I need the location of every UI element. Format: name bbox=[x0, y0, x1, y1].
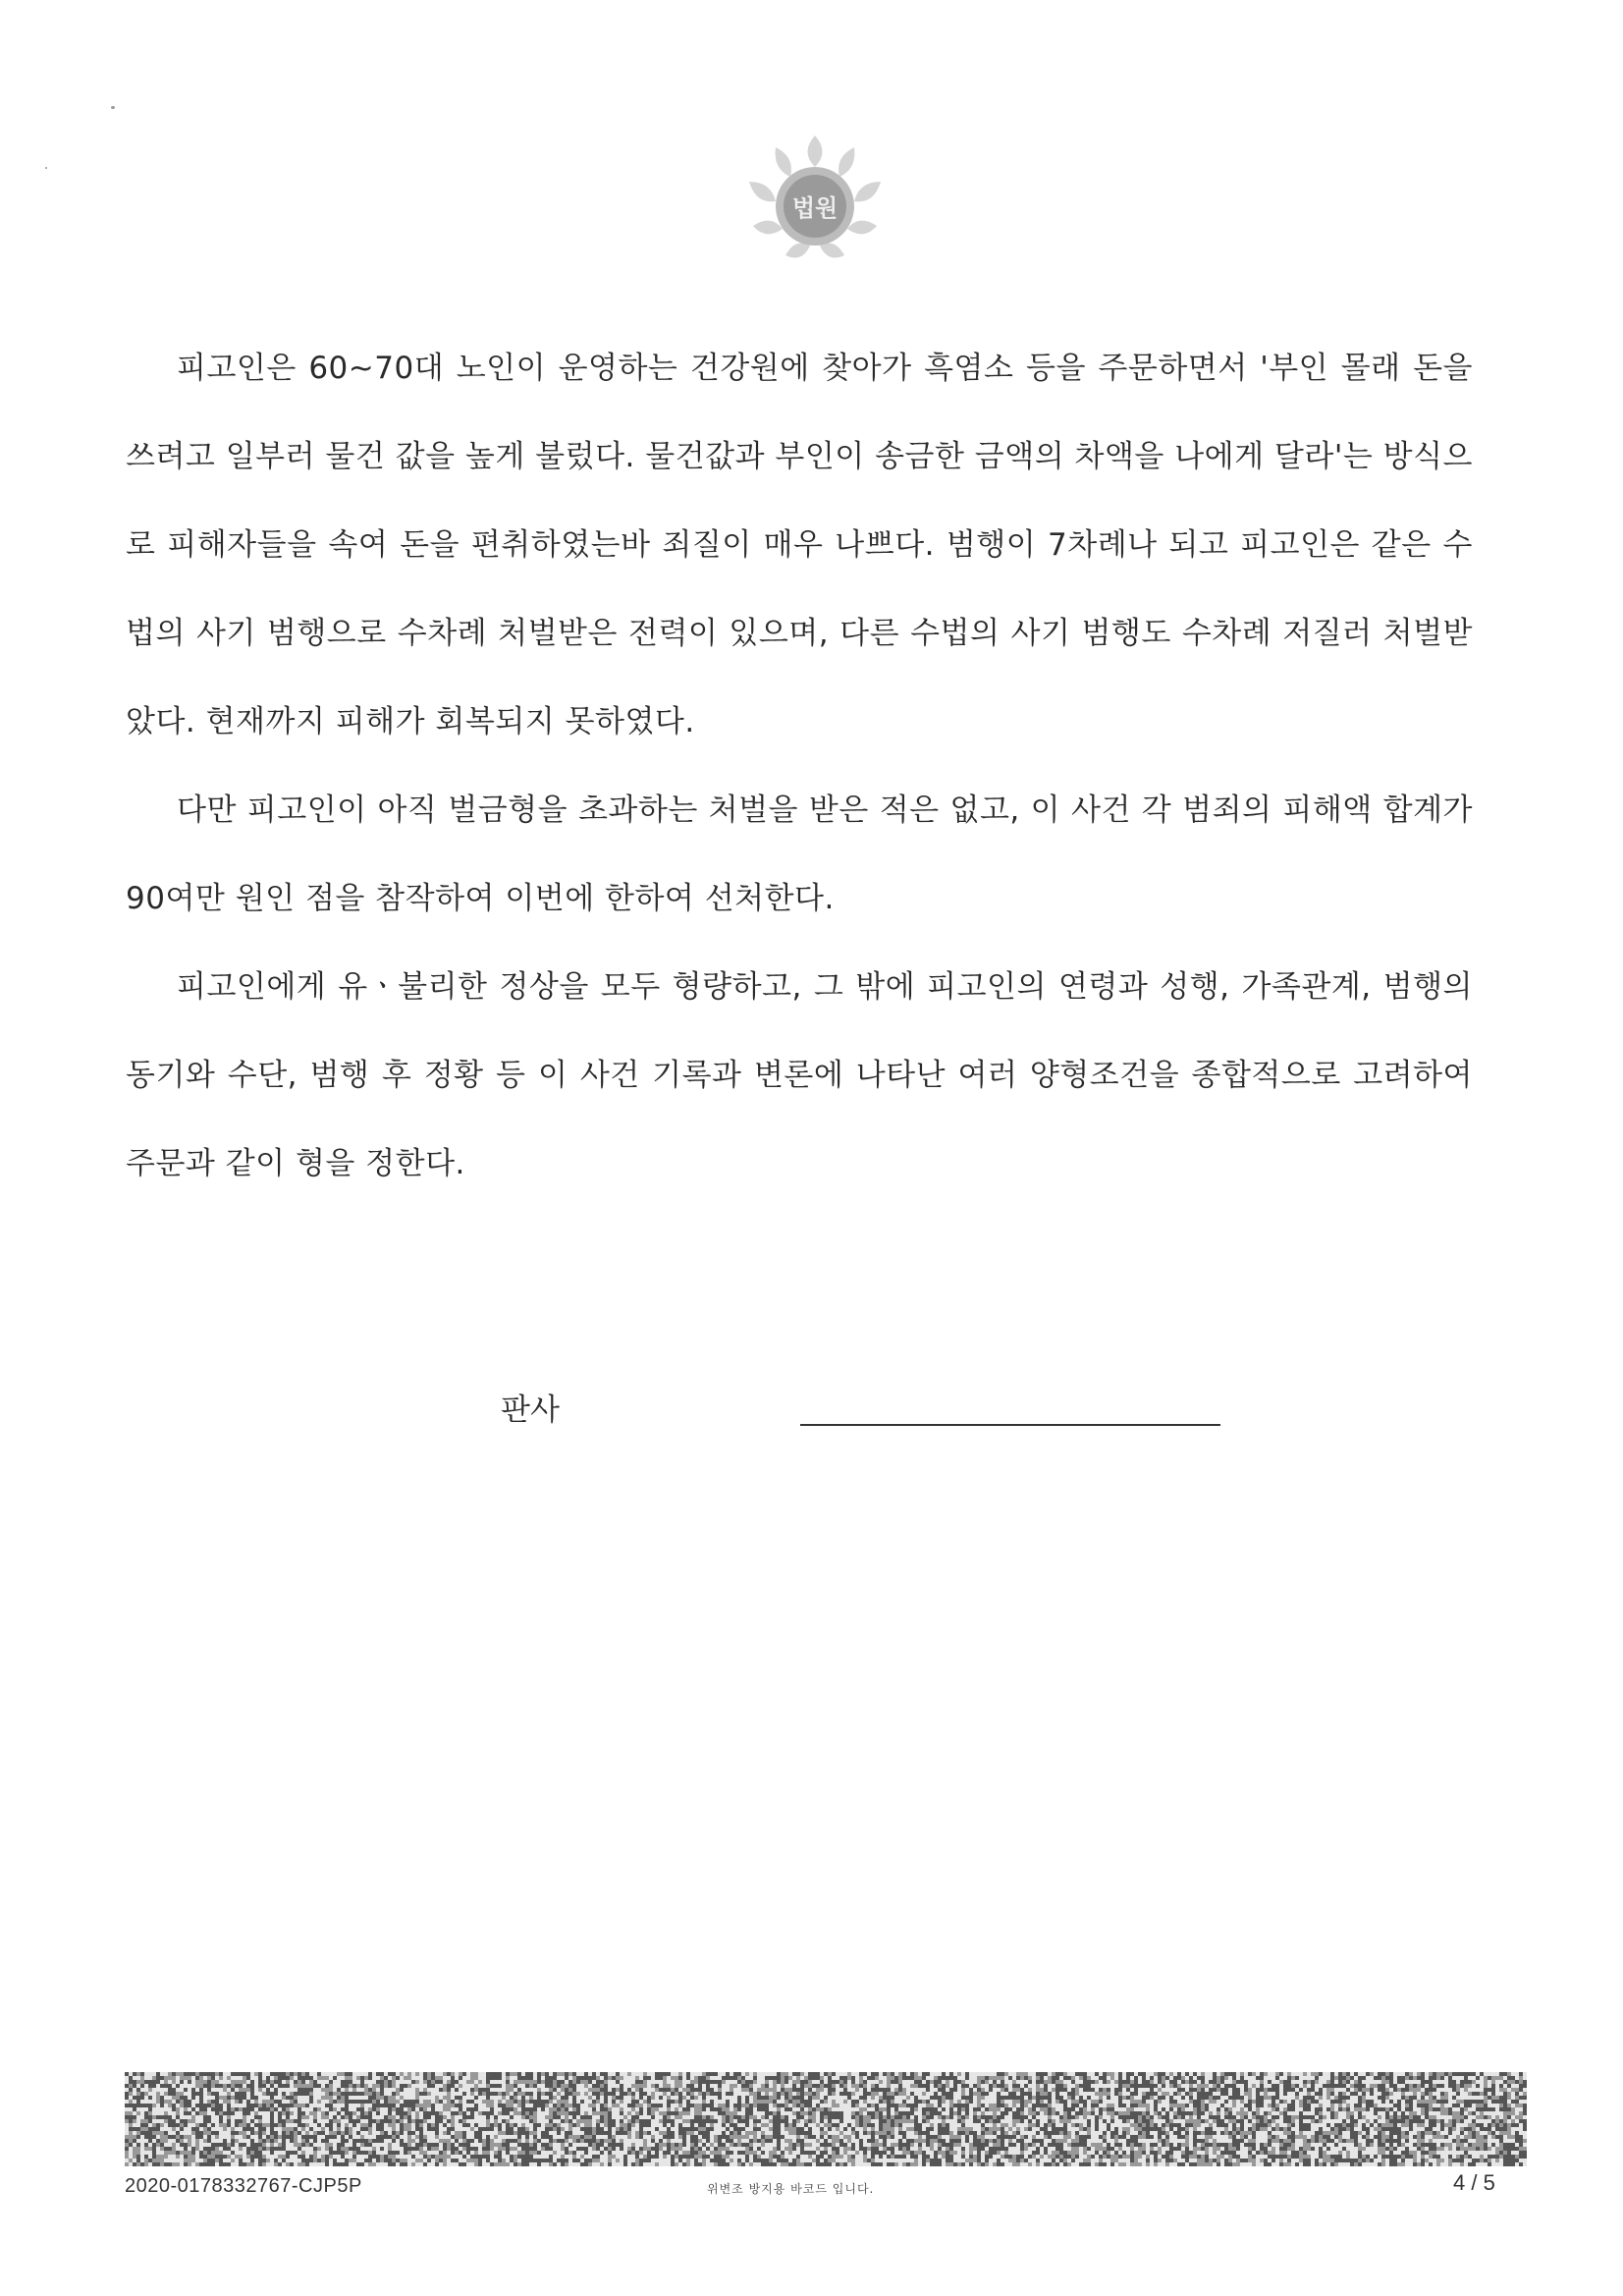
paragraph-sentencing-reasons: 피고인은 60∼70대 노인이 운영하는 건강원에 찾아가 흑염소 등을 주문하면서 '부인 몰래 돈을 쓰려고 일부러 물건 값을 높게 불렀다. 물건값과 부인이 송금한 금액의 차액을 나에게 달라'는 방식으로 피해자들을 속여 돈을 편취하였는바 죄질이 매우 나쁘다. 범행이 7차례나 되고 피고인은 같은 수법의 사기 범행으로 수차례 처벌받은 전력이 있으며, 다른 수법의 사기 범행도 수차례 저질러 처벌받았다. 현재까지 피해가 회복되지 못하였다. bbox=[126, 351, 1473, 739]
barcode-note: 위변조 방지용 바코드 입니다. bbox=[707, 2182, 875, 2196]
judge-signature-label: 판사 bbox=[501, 1393, 560, 1428]
scan-speck bbox=[111, 106, 115, 109]
paragraph-conclusion: 피고인에게 유ㆍ불리한 정상을 모두 형량하고, 그 밖에 피고인의 연령과 성행, 가족관계, 범행의 동기와 수단, 범행 후 정황 등 이 사건 기록과 변론에 나타난 여러 양형조건을 종합적으로 고려하여 주문과 같이 형을 정한다. bbox=[126, 969, 1473, 1181]
anti-forgery-barcode bbox=[125, 2072, 1527, 2166]
paragraph-mitigation: 다만 피고인이 아직 벌금형을 초과하는 처벌을 받은 적은 없고, 이 사건 각 범죄의 피해액 합계가 90여만 원인 점을 참작하여 이번에 한하여 선처한다. bbox=[126, 793, 1473, 916]
document-code: 2020-0178332767-CJP5P bbox=[125, 2175, 362, 2197]
emblem-text: 법원 bbox=[791, 194, 839, 222]
scan-speck bbox=[45, 167, 47, 169]
judgment-body bbox=[126, 324, 1473, 1208]
signature-line bbox=[800, 1424, 1220, 1426]
court-emblem-icon bbox=[731, 128, 898, 275]
page-indicator: 4 / 5 bbox=[1453, 2170, 1495, 2195]
